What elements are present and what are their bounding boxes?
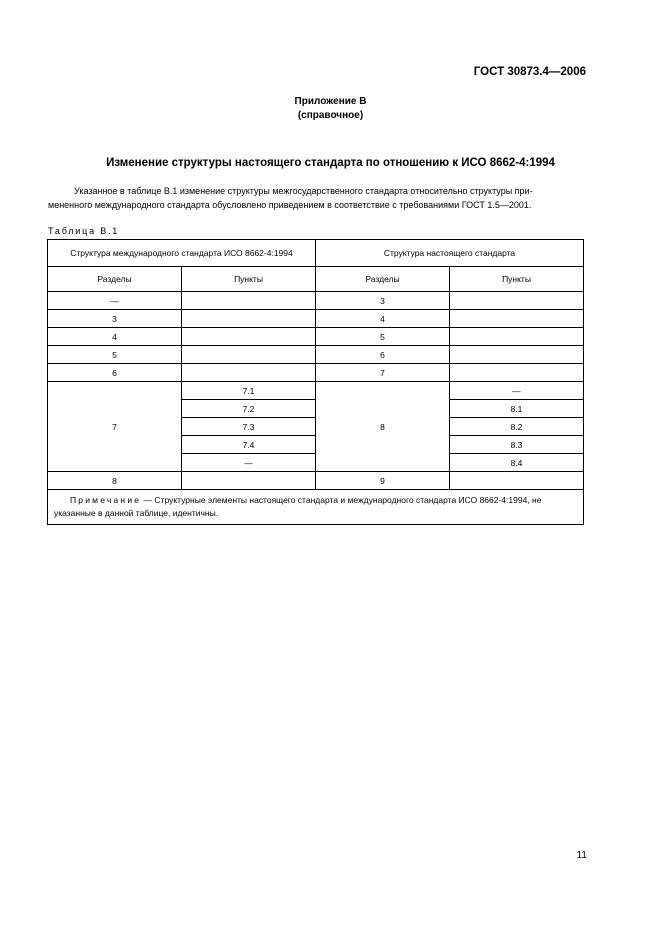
cell-right-item: 8.2 <box>450 418 584 436</box>
table-row <box>48 328 584 346</box>
table-row <box>48 292 584 310</box>
table-row <box>48 472 584 490</box>
cell-right-section: 9 <box>316 472 450 490</box>
structure-table <box>47 239 584 525</box>
cell-left-item <box>182 328 316 346</box>
table-row <box>48 346 584 364</box>
header-international: Структура международного стандарта ИСО 8662-4:1994 <box>48 240 316 267</box>
cell-right-item: 8.1 <box>450 400 584 418</box>
section-heading: Изменение структуры настоящего стандарта по отношению к ИСО 8662-4:1994 <box>106 157 555 169</box>
cell-left-section: 8 <box>48 472 182 490</box>
page-number: 11 <box>576 850 587 861</box>
table-row <box>48 310 584 328</box>
cell-right-item <box>450 328 584 346</box>
table-row <box>48 364 584 382</box>
paragraph-line-1: Указанное в таблице В.1 изменение структуры межгосударственного стандарта относительно структуры при- <box>74 186 533 196</box>
cell-right-item <box>450 346 584 364</box>
intro-paragraph <box>48 184 582 212</box>
note-text: — Структурные элементы настоящего стандарта и международного стандарта ИСО 8662-4:1994, не указанные в данной таблице, идентичны. <box>54 495 542 518</box>
note-label: Примечание <box>70 495 142 505</box>
cell-left-item <box>182 364 316 382</box>
cell-left-item <box>182 292 316 310</box>
col-items-left: Пункты <box>182 267 316 292</box>
cell-left-item: 7.4 <box>182 436 316 454</box>
header-national: Структура настоящего стандарта <box>316 240 584 267</box>
cell-right-item: — <box>450 382 584 400</box>
cell-right-section-merged: 8 <box>316 382 450 472</box>
table-label: Таблица В.1 <box>48 226 120 236</box>
table-row <box>48 382 584 400</box>
annex-subtitle: (справочное) <box>297 110 364 121</box>
cell-right-section: 7 <box>316 364 450 382</box>
cell-right-section: 3 <box>316 292 450 310</box>
cell-left-section: — <box>48 292 182 310</box>
cell-right-item: 8.4 <box>450 454 584 472</box>
standard-code: ГОСТ 30873.4—2006 <box>473 66 586 78</box>
cell-left-item: 7.1 <box>182 382 316 400</box>
cell-right-item <box>450 292 584 310</box>
cell-right-item <box>450 310 584 328</box>
cell-right-item <box>450 472 584 490</box>
cell-right-section: 4 <box>316 310 450 328</box>
paragraph-line-2: мененного международного стандарта обусловлено приведением в соответствие с требованиями ГОСТ 1.5—2001. <box>48 200 532 210</box>
cell-left-item <box>182 472 316 490</box>
cell-left-section: 6 <box>48 364 182 382</box>
cell-left-section: 5 <box>48 346 182 364</box>
col-sections-left: Разделы <box>48 267 182 292</box>
col-items-right: Пункты <box>450 267 584 292</box>
cell-left-item <box>182 310 316 328</box>
table-note <box>48 490 584 525</box>
annex-title: Приложение В <box>294 96 367 107</box>
col-sections-right: Разделы <box>316 267 450 292</box>
cell-right-section: 6 <box>316 346 450 364</box>
cell-left-section: 4 <box>48 328 182 346</box>
cell-left-section: 3 <box>48 310 182 328</box>
cell-left-item: 7.2 <box>182 400 316 418</box>
cell-right-section: 5 <box>316 328 450 346</box>
cell-right-item <box>450 364 584 382</box>
cell-right-item: 8.3 <box>450 436 584 454</box>
cell-left-item <box>182 346 316 364</box>
cell-left-item: 7.3 <box>182 418 316 436</box>
cell-left-item: — <box>182 454 316 472</box>
cell-left-section-merged: 7 <box>48 382 182 472</box>
